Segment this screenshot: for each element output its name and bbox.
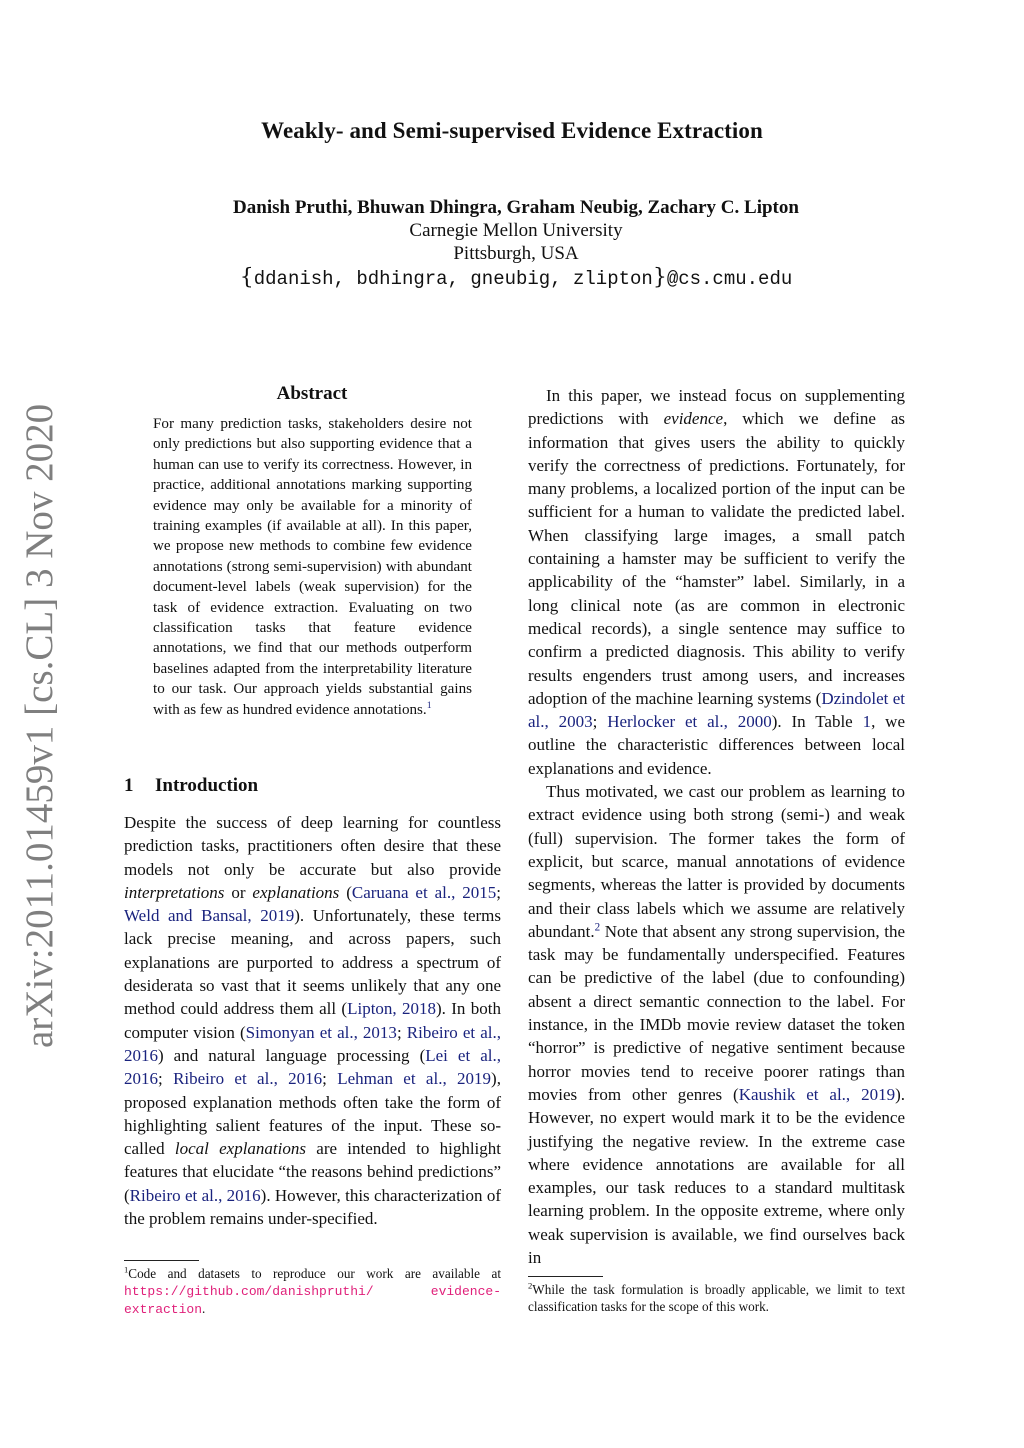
text-run: ; bbox=[496, 882, 501, 902]
text-run: ). Unfortunately, these terms lack precise meaning, and across papers, such explanations are purported to address a spectrum of desiderata so vast that it seems unlikely that any one method could address them all ( bbox=[124, 906, 501, 1019]
text-run: ) and natural language processing ( bbox=[158, 1045, 426, 1065]
footnote-1 bbox=[124, 1265, 501, 1318]
email-brace-open: { bbox=[239, 265, 254, 290]
emphasis: interpretations bbox=[124, 882, 225, 902]
text-run: , which we define as information that gives users the ability to quickly verify the correctness of predictions. Fortunately, for many problems, a localized portion of the input can be sufficient for a human to validate the predicted label. When classifying large images, a small patch containing a hamster may be sufficient to verify the applicability of the “hamster” label. Similarly, in a long clinical note (as are common in electronic medical records), a single sentence may suffice to confirm a predicted diagnosis. This ability to verify results engenders trust among users, and increases adoption of the machine learning systems ( bbox=[528, 409, 905, 708]
emphasis: evidence bbox=[663, 409, 724, 429]
footnote-2 bbox=[528, 1281, 905, 1315]
section-heading-introduction bbox=[124, 775, 258, 797]
citation-link[interactable]: Lipton, 2018 bbox=[347, 999, 437, 1019]
intro-paragraph-3 bbox=[528, 780, 905, 1269]
citation-link[interactable]: Ribeiro et al., 2016 bbox=[129, 1185, 261, 1205]
footnote-divider bbox=[124, 1260, 199, 1261]
text-run: In this paper, we instead focus on supplementing predictions with bbox=[528, 386, 905, 429]
footnote-ref-2[interactable]: 2 bbox=[594, 921, 601, 934]
location: Pittsburgh, USA bbox=[453, 243, 579, 264]
table-reference-link[interactable]: 1 bbox=[862, 712, 872, 732]
text-run: ). However, no expert would mark it to be the evidence justifying the negative review. In the extreme case where evidence annotations are available for all examples, our task reduces to a standard multitask learning problem. In the opposite extreme, where only weak supervision is available, we find ourselves back in bbox=[528, 1084, 905, 1267]
text-run: or bbox=[224, 882, 253, 902]
text-run: ). In both computer vision ( bbox=[124, 999, 501, 1042]
text-run: ). In Table bbox=[771, 712, 863, 732]
text-run: ; bbox=[396, 1022, 407, 1042]
citation-link[interactable]: Lei et al., 2016 bbox=[124, 1045, 501, 1089]
repository-link[interactable]: https://github.com/danishpruthi/ bbox=[124, 1284, 374, 1299]
text-run: , we outline the characteristic differences between local explanations and evidence. bbox=[528, 712, 905, 778]
text-run: ), proposed explanation methods often take the form of highlighting salient features of the input. These so-called bbox=[124, 1069, 501, 1159]
intro-paragraph-2 bbox=[528, 384, 905, 780]
author-emails bbox=[0, 265, 1024, 290]
arxiv-identifier-stamp: arXiv:2011.01459v1 [cs.CL] 3 Nov 2020 bbox=[18, 403, 61, 1048]
citation-link[interactable]: Lehman et al., 2019 bbox=[337, 1069, 492, 1089]
citation-link[interactable]: Ribeiro et al., 2016 bbox=[173, 1069, 323, 1089]
text-run: ; bbox=[158, 1069, 174, 1089]
abstract-heading: Abstract bbox=[276, 383, 348, 404]
footnote-ref-1[interactable]: 1 bbox=[426, 699, 432, 711]
email-brace-close: } bbox=[652, 265, 667, 290]
paper-title: Weakly- and Semi-supervised Evidence Extraction bbox=[261, 118, 763, 143]
citation-link[interactable]: Kaushik et al., 2019 bbox=[738, 1084, 896, 1104]
footnote-mark: 1 bbox=[124, 1264, 129, 1275]
intro-paragraph-1 bbox=[124, 811, 501, 1230]
emphasis: local explanations bbox=[174, 1139, 306, 1159]
text-run: ). However, this characterization of the problem remains under-specified. bbox=[124, 1185, 501, 1229]
section-title: Introduction bbox=[155, 775, 259, 796]
footnote-text: . bbox=[202, 1301, 206, 1316]
abstract-body bbox=[153, 414, 472, 720]
citation-link[interactable]: Caruana et al., 2015 bbox=[351, 882, 497, 902]
citation-link[interactable]: Dzindolet et al., 2003 bbox=[528, 688, 906, 732]
text-run: ; bbox=[322, 1069, 338, 1089]
text-run: Thus motivated, we cast our problem as learning to extract evidence using both strong (semi-) and weak (full) supervision. The former takes the form of explicit, but scarce, manual annotations of evidence segments, whereas the latter is provided by documents and their class labels which we assume are relatively abundant. bbox=[528, 782, 905, 941]
abstract-text: For many prediction tasks, stakeholders desire not only predictions but also supporting evidence that a human can use to verify its correctness. However, in practice, additional annotations marking supporting evidence may only be available for a minority of training examples (if available at all). In this paper, we propose new methods to combine few evidence annotations (strong semi-supervision) with abundant document-level labels (weak supervision) for the task of evidence extraction. Evaluating on two classification tasks that feature evidence annotations, we find that our methods outperform baselines adapted from the interpretability literature to our task. Our approach yields substantial gains with as few as hundred evidence annotations. bbox=[153, 416, 472, 718]
affiliation: Carnegie Mellon University bbox=[409, 220, 623, 241]
author-list: Danish Pruthi, Bhuwan Dhingra, Graham Neubig, Zachary C. Lipton bbox=[233, 197, 799, 218]
repository-link-continued[interactable]: evidence-extraction bbox=[124, 1284, 501, 1317]
footnote-text: While the task formulation is broadly applicable, we limit to text classification tasks for the scope of this work. bbox=[528, 1282, 905, 1314]
section-number: 1 bbox=[124, 775, 134, 796]
footnote-divider bbox=[528, 1276, 603, 1277]
email-domain: @cs.cmu.edu bbox=[666, 268, 793, 290]
footnote-mark: 2 bbox=[528, 1280, 533, 1291]
text-run: ( bbox=[339, 882, 352, 902]
text-run: ; bbox=[592, 712, 608, 732]
citation-link[interactable]: Simonyan et al., 2013 bbox=[245, 1022, 397, 1042]
citation-link[interactable]: Weld and Bansal, 2019 bbox=[124, 906, 295, 926]
text-run: Despite the success of deep learning for countless prediction tasks, practitioners often desire that these models not only be accurate but also provide bbox=[124, 813, 501, 879]
citation-link[interactable]: Ribeiro et al., 2016 bbox=[124, 1022, 502, 1065]
citation-link[interactable]: Herlocker et al., 2000 bbox=[607, 712, 772, 732]
text-run: are intended to highlight features that elucidate “the reasons behind predictions” ( bbox=[124, 1139, 501, 1205]
intro-right-column bbox=[528, 384, 905, 1269]
emphasis: explanations bbox=[252, 882, 340, 902]
text-run: Note that absent any strong supervision, the task may be fundamentally underspecified. Features can be predictive of the label (due to confounding) absent a direct semantic connection to the label. For instance, in the IMDb movie review dataset the token “horror” is predictive of negative sentiment because horror movies tend to receive poorer ratings than movies from other genres ( bbox=[528, 921, 905, 1104]
email-usernames: ddanish, bdhingra, gneubig, zlipton bbox=[253, 268, 653, 290]
footnote-text: Code and datasets to reproduce our work are available at bbox=[128, 1266, 501, 1281]
